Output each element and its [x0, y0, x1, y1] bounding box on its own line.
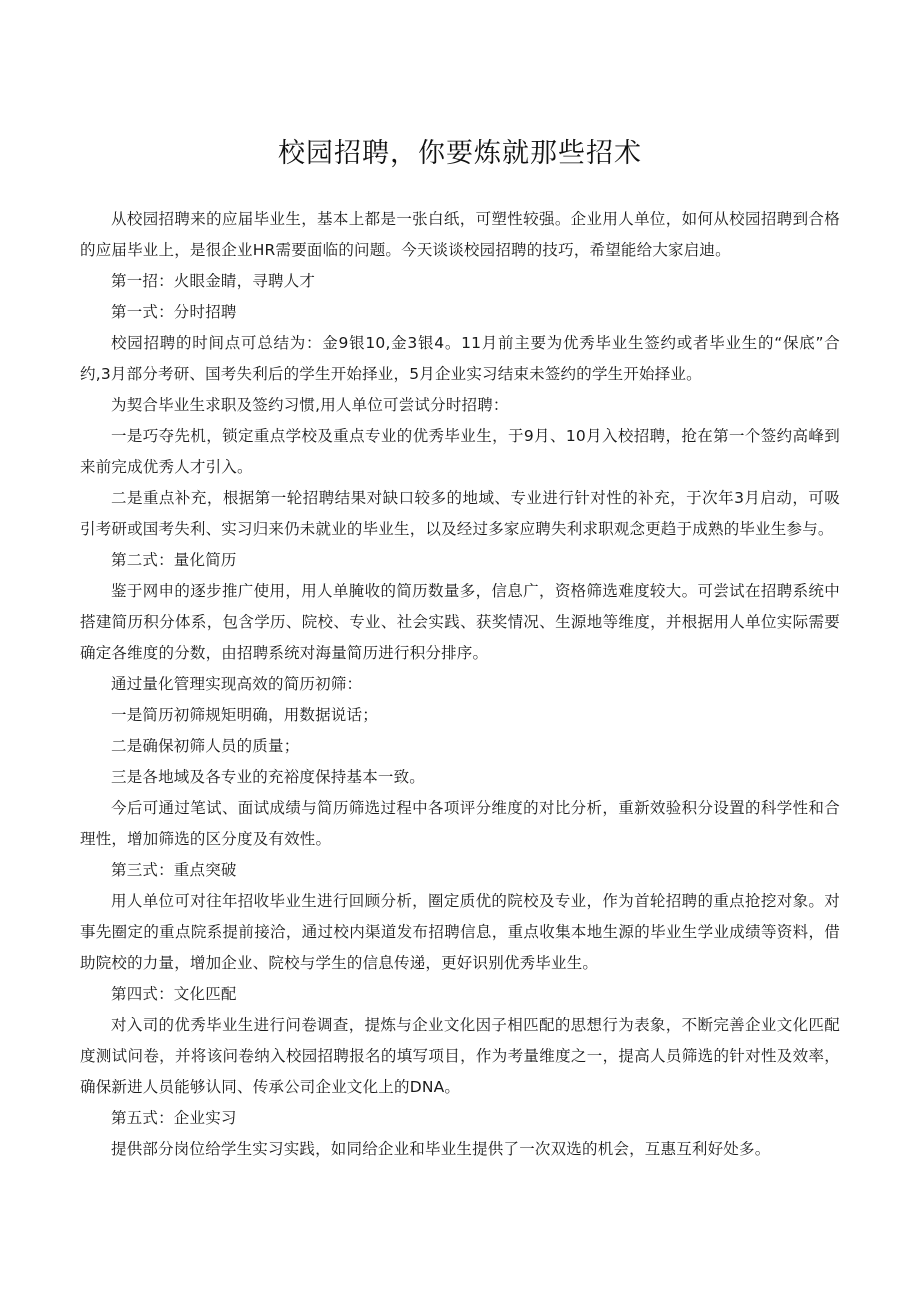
paragraph: 用人单位可对往年招收毕业生进行回顾分析，圈定质优的院校及专业，作为首轮招聘的重点抢挖对象。对事先圈定的重点院系提前接洽，通过校内渠道发布招聘信息，重点收集本地生源的毕业生学业成绩等资料，借助院校的力量，增加企业、院校与学生的信息传递，更好识别优秀毕业生。: [80, 892, 840, 972]
list-item: 二是确保初筛人员的质量；: [111, 737, 300, 755]
subsection-heading-timed-recruitment: 第一式：分时招聘: [111, 303, 237, 321]
article-body: [80, 204, 840, 1165]
list-item: 三是各地域及各专业的充裕度保持基本一致。: [111, 768, 426, 786]
paragraph: 今后可通过笔试、面试成绩与简历筛选过程中各项评分维度的对比分析，重新效验积分设置的科学性和合理性，增加筛选的区分度及有效性。: [80, 799, 840, 848]
subsection-heading-culture-match: 第四式：文化匹配: [111, 985, 237, 1003]
page-title: 校园招聘，你要炼就那些招术: [278, 138, 642, 169]
subsection-heading-quantified-resume: 第二式：量化简历: [111, 551, 237, 569]
list-item: 一是简历初筛规矩明确，用数据说话；: [111, 706, 378, 724]
paragraph: 一是巧夺先机，锁定重点学校及重点专业的优秀毕业生，于9月、10月入校招聘，抢在第一个签约高峰到来前完成优秀人才引入。: [80, 427, 840, 476]
paragraph: 鉴于网申的逐步推广使用，用人单腌收的简历数量多，信息广，资格筛选难度较大。可尝试在招聘系统中搭建简历积分体系，包含学历、院校、专业、社会实践、获奖情况、生源地等维度，并根据用人单位实际需要确定各维度的分数，由招聘系统对海量简历进行积分排序。: [80, 582, 840, 662]
paragraph: 校园招聘的时间点可总结为：金9银10,金3银4。11月前主要为优秀毕业生签约或者毕业生的“保底”合约,3月部分考研、国考失利后的学生开始择业，5月企业实习结束未签约的学生开始择业。: [80, 334, 840, 383]
paragraph: 提供部分岗位给学生实习实践，如同给企业和毕业生提供了一次双选的机会，互惠互利好处多。: [111, 1140, 771, 1158]
subsection-heading-key-breakthrough: 第三式：重点突破: [111, 861, 237, 879]
paragraph: 通过量化管理实现高效的简历初筛：: [111, 675, 363, 693]
paragraph: 为契合毕业生求职及签约习惯,用人单位可尝试分时招聘：: [111, 396, 509, 414]
section-heading-first-move: 第一招：火眼金睛，寻聘人才: [111, 272, 316, 290]
paragraph: 二是重点补充，根据第一轮招聘结果对缺口较多的地域、专业进行针对性的补充，于次年3月启动，可吸引考研或国考失利、实习归来仍未就业的毕业生，以及经过多家应聘失利求职观念更趋于成熟的毕业生参与。: [80, 489, 840, 538]
paragraph: 对入司的优秀毕业生进行问卷调查，提炼与企业文化因子相匹配的思想行为表象，不断完善企业文化匹配度测试问卷，并将该问卷纳入校园招聘报名的填写项目，作为考量维度之一，提高人员筛选的针对性及效率，确保新进人员能够认同、传承公司企业文化上的DNA。: [80, 1016, 840, 1096]
intro-paragraph: 从校园招聘来的应届毕业生，基本上都是一张白纸，可塑性较强。企业用人单位，如何从校园招聘到合格的应届毕业上，是很企业HR需要面临的问题。今天谈谈校园招聘的技巧，希望能给大家启迪。: [80, 210, 840, 259]
subsection-heading-internship: 第五式：企业实习: [111, 1109, 237, 1127]
